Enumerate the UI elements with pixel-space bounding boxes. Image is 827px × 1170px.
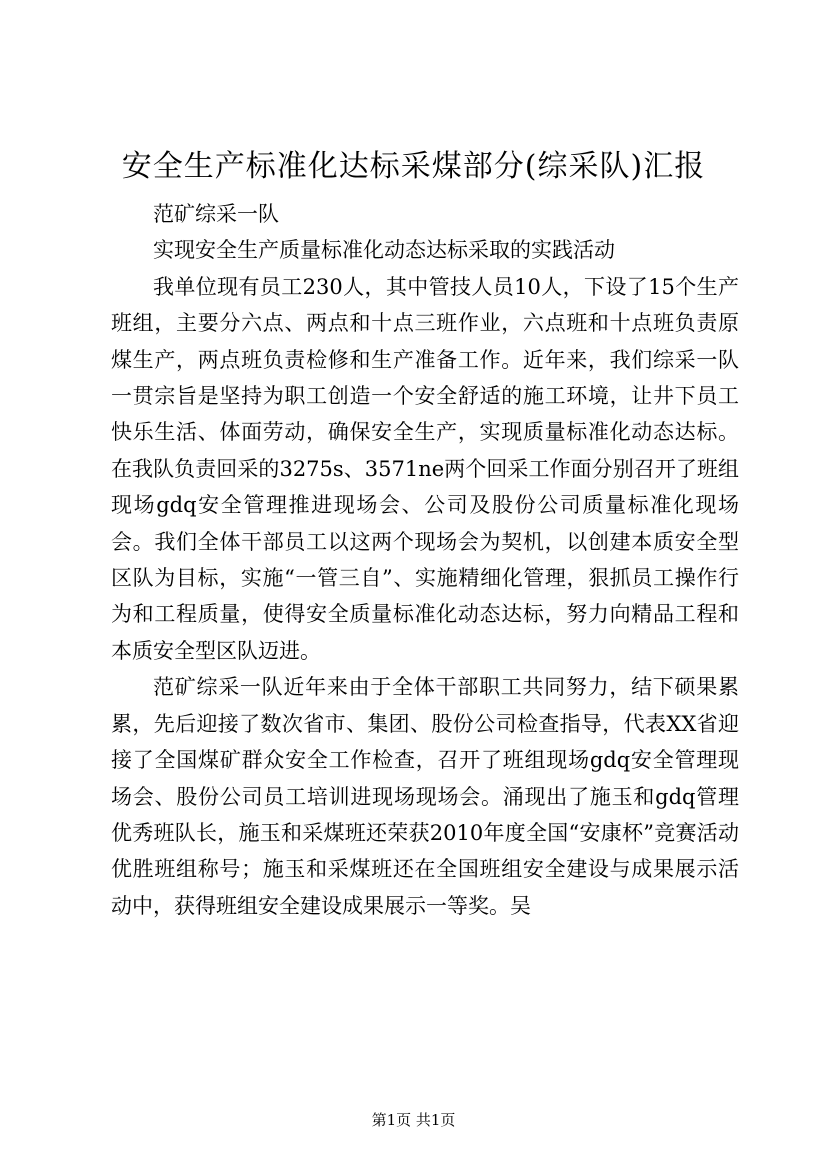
document-body (111, 196, 739, 924)
page-footer: 第1页 共1页 (371, 1111, 456, 1129)
paragraph-team-name: 范矿综采一队 (153, 202, 279, 226)
paragraph-subtitle: 实现安全生产质量标准化动态达标采取的实践活动 (153, 238, 615, 263)
document-title: 安全生产标准化达标采煤部分(综采队)汇报 (121, 149, 706, 184)
paragraph-overview: 我单位现有员工230人，其中管技人员10人，下设了15个生产班组，主要分六点、两点和十点三班作业，六点班和十点班负责原煤生产，两点班负责检修和生产准备工作。近年来，我们综采一队一贯宗旨是坚持为职工创造一个安全舒适的施工环境，让井下员工快乐生活、体面劳动，确保安全生产，实现质量标准化动态达标。在我队负责回采的3275s、3571ne两个回采工作面分别召开了班组现场gdq安全管理推进现场会、公司及股份公司质量标准化现场会。我们全体干部员工以这两个现场会为契机，以创建本质安全型区队为目标，实施“一管三自”、实施精细化管理，狠抓员工操作行为和工程质量，使得安全质量标准化动态达标，努力向精品工程和本质安全型区队迈进。 (111, 274, 739, 663)
paragraph-achievements: 范矿综采一队近年来由于全体干部职工共同努力，结下硕果累累，先后迎接了数次省市、集团、股份公司检查指导，代表XX省迎接了全国煤矿群众安全工作检查，召开了班组现场gdq安全管理现场会、股份公司员工培训进现场现场会。涌现出了施玉和gdq管理优秀班队长，施玉和采煤班还荣获2010年度全国“安康杯”竞赛活动优胜班组称号；施玉和采煤班还在全国班组安全建设与成果展示活动中，获得班组安全建设成果展示一等奖。吴 (111, 675, 739, 918)
